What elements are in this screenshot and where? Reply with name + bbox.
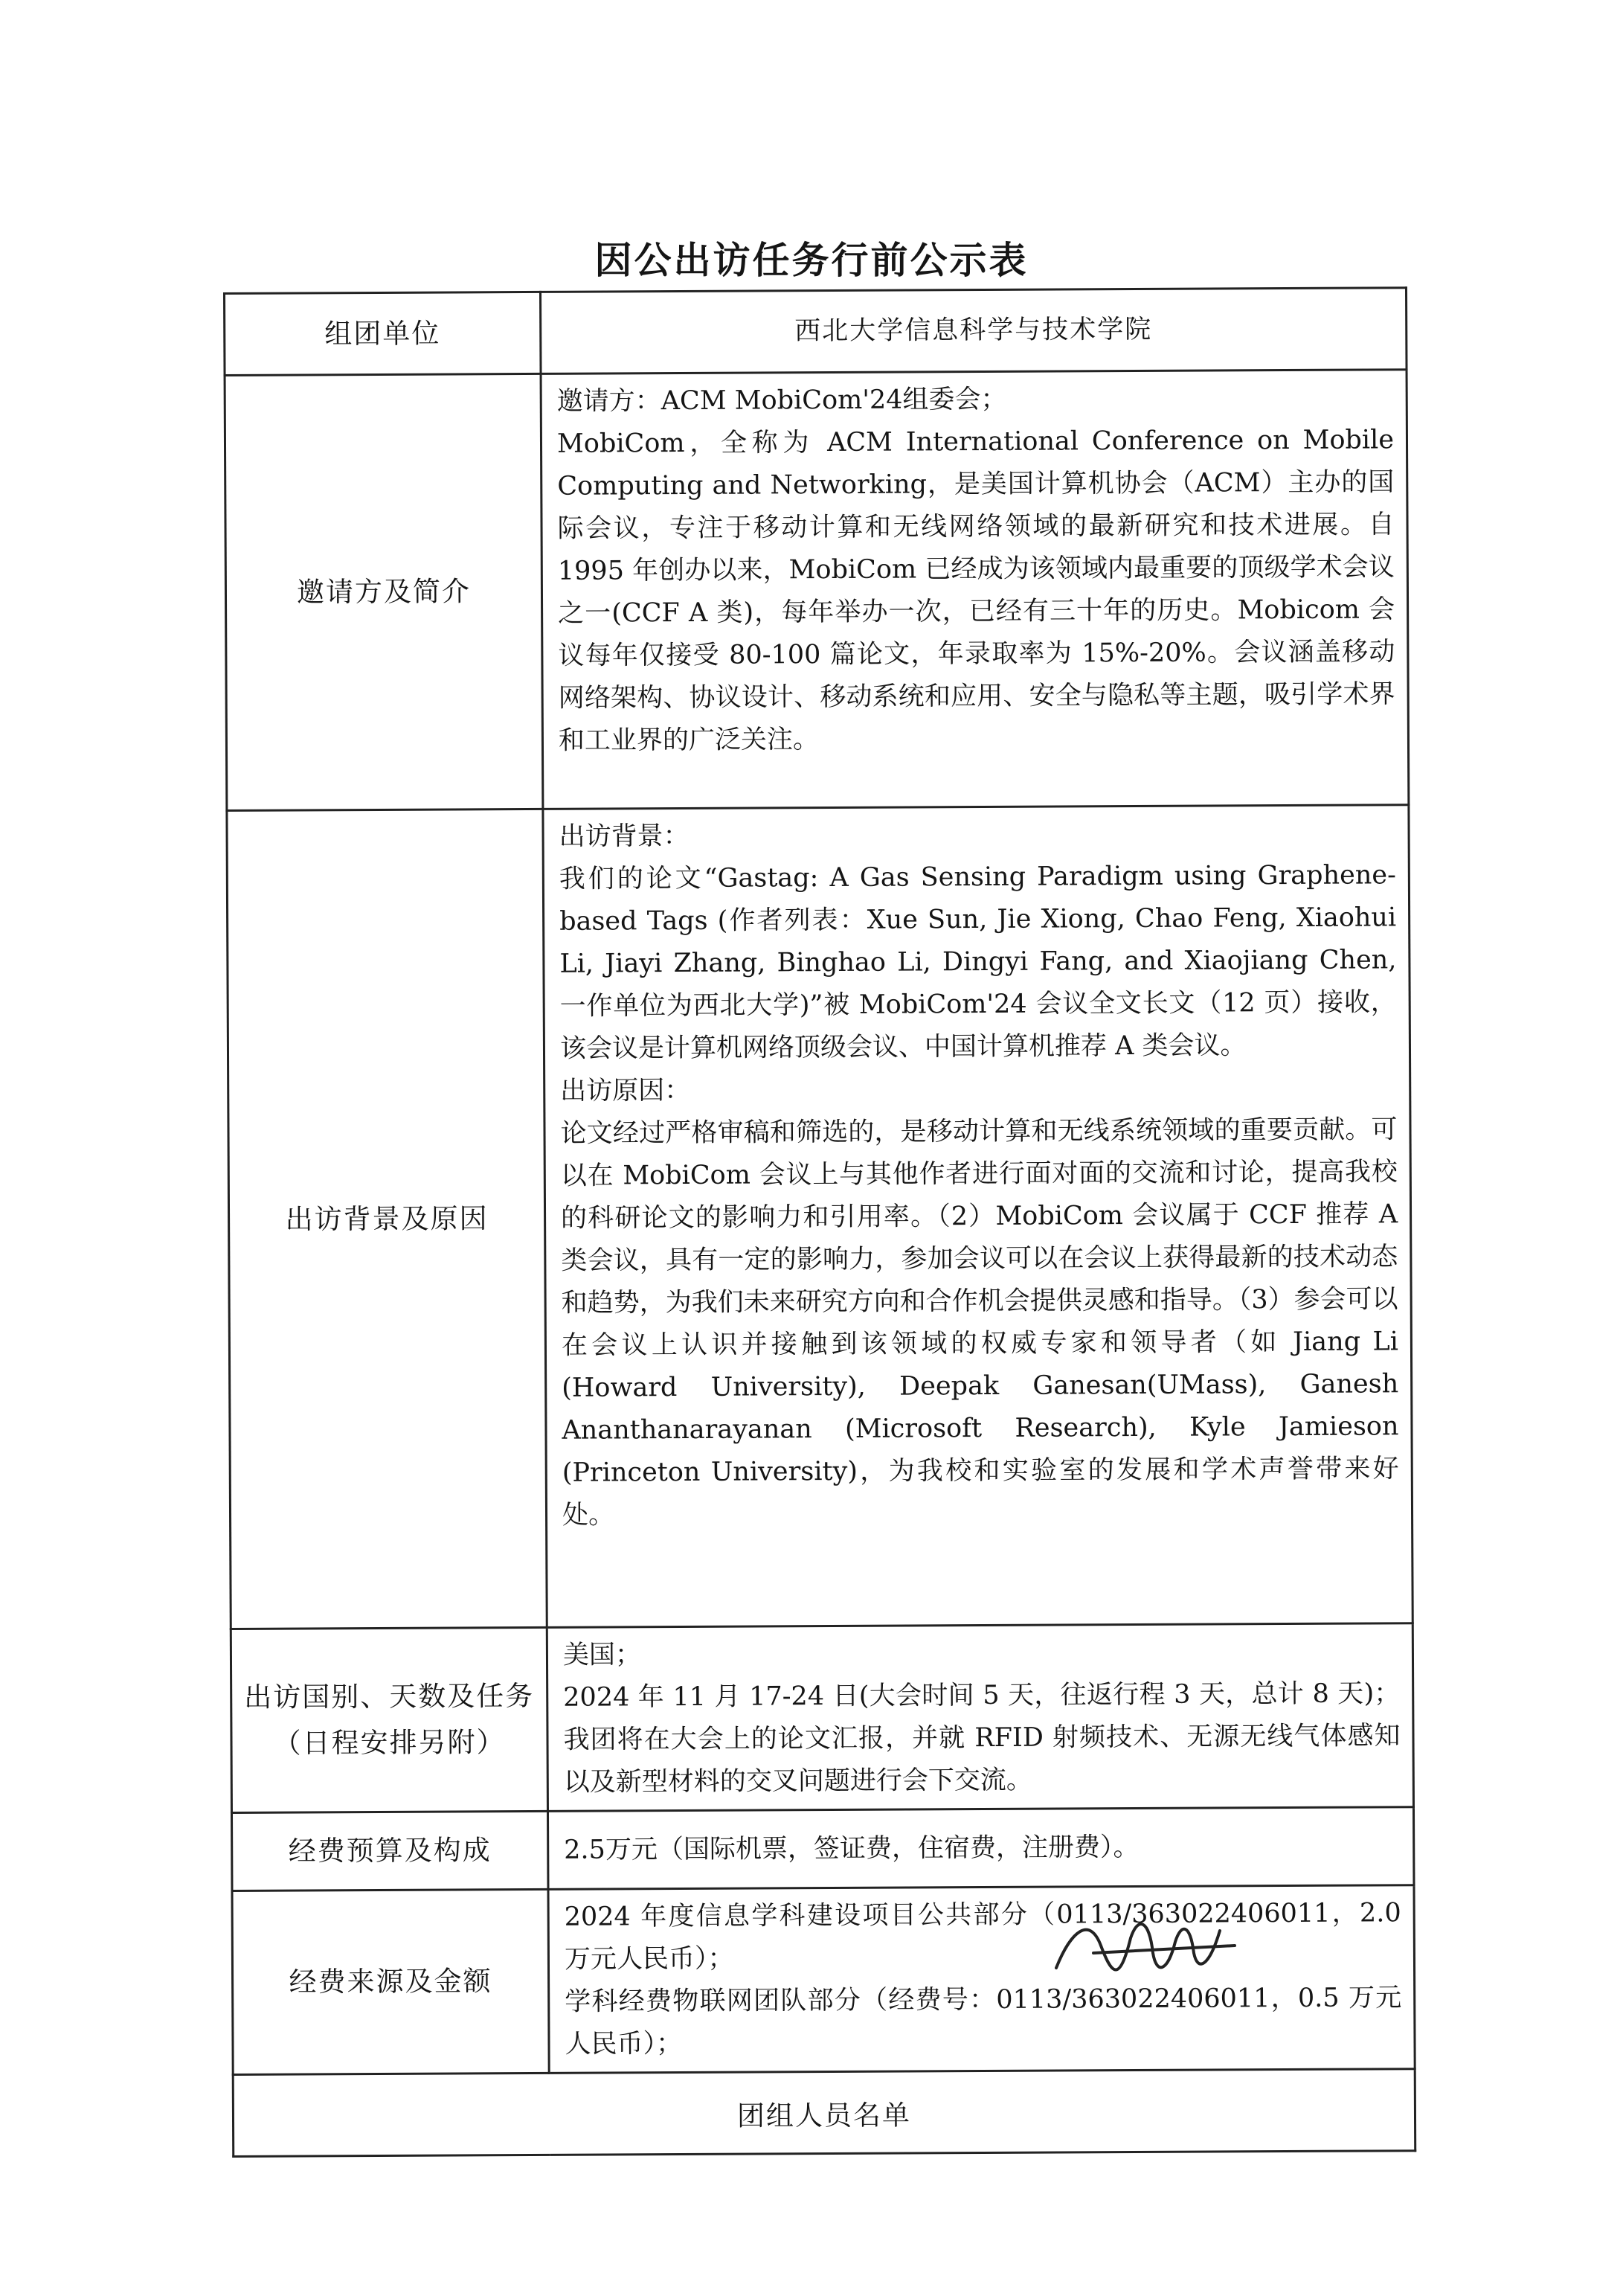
- org-label: 组团单位: [225, 292, 541, 375]
- inviter-label: 邀请方及简介: [225, 373, 543, 810]
- table-row-destination: [231, 1623, 1413, 1813]
- inviter-content: [541, 370, 1409, 809]
- destination-label-line1: 出访国别、天数及任务: [244, 1679, 535, 1713]
- table-row-org: [225, 288, 1407, 376]
- org-value: 西北大学信息科学与技术学院: [541, 288, 1407, 374]
- background-text: 我们的论文“Gastag: A Gas Sensing Paradigm using Graphene-based Tags (作者列表：Xue Sun, Jie Xiong, Chao Feng, Xiaohui Li, Jiayi Zhang, Binghao Li, Dingyi Fang, and Xiaojiang Chen, 一作单位为西北大学)”被 MobiCom'24 会议全文长文（12 页）接收，该会议是计算机网络顶级会议、中国计算机推荐 A 类会议。: [559, 860, 1397, 1064]
- table-row-members: [233, 2069, 1415, 2157]
- destination-label: [231, 1627, 547, 1812]
- funding-line-2: 学科经费物联网团队部分（经费号：0113/363022406011，0.5 万元人民币）；: [565, 1983, 1402, 2059]
- destination-label-line2: （日程安排另附）: [273, 1726, 506, 1760]
- inviter-line: 邀请方：ACM MobiCom'24组委会；: [556, 384, 1007, 417]
- destination-country: 美国；: [562, 1640, 642, 1670]
- document-title: 因公出访任务行前公示表: [594, 238, 1029, 282]
- table-row-inviter: [225, 370, 1409, 811]
- disclosure-form-table: [223, 286, 1416, 2158]
- funding-line-1: 2024 年度信息学科建设项目公共部分（0113/363022406011，2.0 万元人民币）；: [564, 1898, 1401, 1975]
- background-content: [543, 805, 1413, 1628]
- destination-content: [547, 1623, 1413, 1812]
- background-heading: 出访背景：: [559, 821, 690, 852]
- destination-schedule: 2024 年 11 月 17-24 日(大会时间 5 天，往返行程 3 天，总计 8 天)；我团将在大会上的论文汇报，并就 RFID 射频技术、无源无线气体感知以及新型材料的交叉问题进行会下交流。: [563, 1678, 1401, 1798]
- funding-label: 经费来源及金额: [232, 1889, 549, 2074]
- handwritten-signature: [1049, 1901, 1242, 1990]
- reason-heading: 出访原因：: [560, 1075, 691, 1106]
- table-row-budget: [231, 1807, 1413, 1891]
- funding-content: [548, 1885, 1415, 2074]
- background-label: 出访背景及原因: [227, 809, 547, 1629]
- budget-label: 经费预算及构成: [231, 1811, 548, 1891]
- budget-value: 2.5万元（国际机票，签证费，住宿费，注册费）。: [547, 1807, 1413, 1890]
- table-row-background: [227, 805, 1413, 1629]
- members-label: 团组人员名单: [233, 2069, 1415, 2157]
- reason-text: 论文经过严格审稿和筛选的，是移动计算和无线系统领域的重要贡献。可以在 MobiCom 会议上与其他作者进行面对面的交流和讨论，提高我校的科研论文的影响力和引用率。（2）MobiCom 会议属于 CCF 推荐 A 类会议，具有一定的影响力，参加会议可以在会议上获得最新的技术动态和趋势，为我们未来研究方向和合作机会提供灵感和指导。（3）参会可以在会议上认识并接触到该领域的权威专家和领导者（如 Jiang Li (Howard University), Deepak Ganesan(UMass), Ganesh Ananthanarayanan (Microsoft Research), Kyle Jamieson (Princeton University)，为我校和实验室的发展和学术声誉带来好处。: [560, 1115, 1399, 1530]
- inviter-intro: MobiCom，全称为 ACM International Conference on Mobile Computing and Networking，是美国计算机协会（ACM）主办的国际会议，专注于移动计算和无线网络领域的最新研究和技术进展。自 1995 年创办以来，MobiCom 已经成为该领域内最重要的顶级学术会议之一(CCF A 类)，每年举办一次，已经有三十年的历史。Mobicom 会议每年仅接受 80-100 篇论文，年录取率为 15%-20%。会议涵盖移动网络架构、协议设计、移动系统和应用、安全与隐私等主题，吸引学术界和工业界的广泛关注。: [556, 425, 1395, 756]
